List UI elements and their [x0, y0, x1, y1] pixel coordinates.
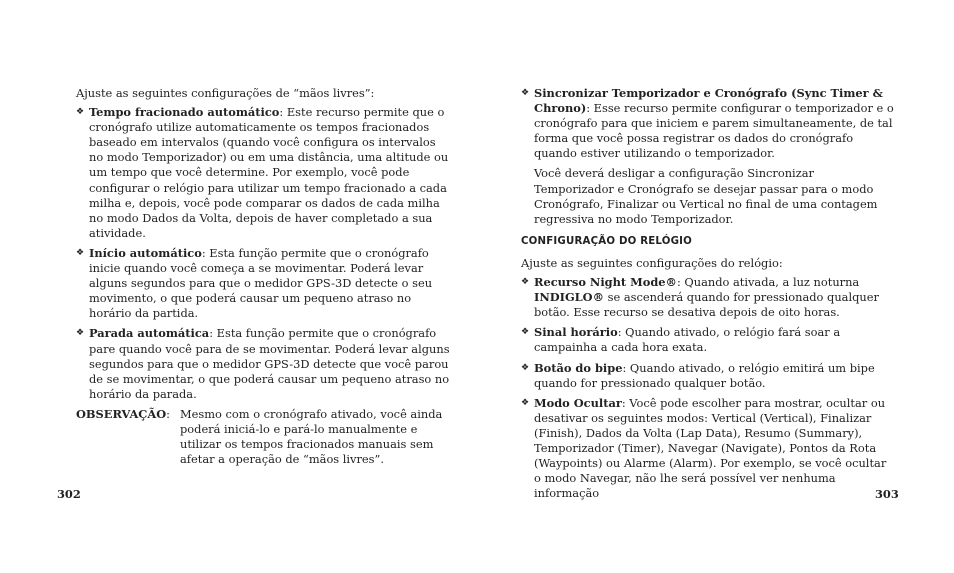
- item-text: se ascenderá quando for pressionado qualquer botão. Esse recurso se desativa depois de oito horas.: [534, 290, 879, 320]
- diamond-bullet-icon: ❖: [76, 328, 85, 339]
- page-number-right: 303: [875, 487, 899, 501]
- diamond-bullet-icon: ❖: [521, 327, 530, 338]
- item-bold-text: INDIGLO®: [534, 290, 604, 305]
- diamond-bullet-icon: ❖: [521, 277, 530, 288]
- diamond-bullet-icon: ❖: [76, 247, 85, 258]
- list-item-night-mode: [521, 275, 896, 320]
- item-text: : Quando ativada, a luz noturna: [676, 275, 860, 290]
- diamond-bullet-icon: ❖: [521, 397, 530, 408]
- item-text: : Quando ativado, o relógio emitirá um bipe quando for pressionado qualquer botão.: [534, 360, 875, 390]
- observation-note: [76, 407, 451, 467]
- sync-paragraph: Você deverá desligar a configuração Sincronizar Temporizador e Cronógrafo se desejar passar para o modo Cronógrafo, Finalizar ou Vertical no final de uma contagem regressiva no modo Temporizador.: [534, 166, 878, 226]
- list-item-sync-timer: [521, 86, 896, 161]
- list-item-sinal-horario: [521, 325, 896, 355]
- item-text: : Esta função permite que o cronógrafo inicie quando você começa a se movimentar. Poderá levar alguns segundos para que o medidor GPS-3D detecte o seu movimento, o que poderá causar um pequeno atraso no horário da partida.: [89, 245, 433, 321]
- page-number-left: 302: [57, 487, 81, 501]
- list-item-parada-automatica: [76, 326, 451, 401]
- item-title: Tempo fracionado automático: [89, 105, 280, 120]
- item-title: Modo Ocultar: [534, 395, 622, 410]
- item-text: : Esse recurso permite configurar o temporizador e o cronógrafo para que iniciem e parem simultaneamente, de tal forma que você possa registrar os dados do cronógrafo quando estiver utilizando o temporizador.: [534, 101, 894, 161]
- diamond-bullet-icon: ❖: [521, 362, 530, 373]
- list-item-botao-bipe: [521, 361, 896, 391]
- left-page-column: [76, 86, 451, 467]
- diamond-bullet-icon: ❖: [521, 88, 530, 98]
- item-text: : Você pode escolher para mostrar, ocultar ou desativar os seguintes modos: Vertical (Vertical), Finalizar (Finish), Dados da Volta (Lap Data), Resumo (Summary), Temporizador (Timer), Navegar (Navigate), Pontos da Rota (Waypoints) ou Alarme (Alarm). Por exemplo, se você ocultar o modo Navegar, não lhe será possível ver nenhuma informação: [534, 395, 887, 501]
- item-title: Botão do bipe: [534, 360, 623, 375]
- item-text: : Quando ativado, o relógio fará soar a campainha a cada hora exata.: [534, 325, 841, 355]
- right-intro: Ajuste as seguintes configurações do relógio:: [521, 255, 783, 270]
- left-intro: Ajuste as seguintes configurações de “mãos livres”:: [76, 86, 375, 100]
- item-text: : Esta função permite que o cronógrafo pare quando você para de se movimentar. Poderá levar alguns segundos para que o medidor GPS-3D detecte que você parou de se movimentar, o que poderá causar um pequeno atraso no horário da parada.: [89, 326, 450, 401]
- item-title: Recurso Night Mode®: [534, 275, 677, 290]
- item-title: Sinal horário: [534, 325, 618, 340]
- item-title: Início automático: [89, 245, 202, 260]
- note-text: Mesmo com o cronógrafo ativado, você ainda poderá iniciá-lo e pará-lo manualmente e utilizar os tempos fracionados manuais sem afetar a operação de “mãos livres”.: [180, 406, 443, 467]
- item-text: : Este recurso permite que o cronógrafo utilize automaticamente os tempos fracionados baseado em intervalos (quando você configura os intervalos no modo Temporizador) ou em uma distância, uma altitude ou um tempo que você determine. Por exemplo, você pode configurar o relógio para utilizar um tempo fracionado a cada milha e, depois, você pode comparar os dados de cada milha no modo Dados da Volta, depois de haver completado a sua atividade.: [89, 105, 449, 240]
- item-title: Parada automática: [89, 326, 210, 341]
- diamond-bullet-icon: ❖: [76, 107, 85, 118]
- note-label: OBSERVAÇÃO:: [76, 406, 170, 421]
- section-heading: CONFIGURAÇÃO DO RELÓGIO: [521, 235, 693, 247]
- right-page-column: [521, 86, 896, 506]
- list-item-tempo-fracionado: [76, 105, 451, 241]
- list-item-inicio-automatico: [76, 246, 451, 321]
- list-item-modo-ocultar: [521, 396, 896, 502]
- item-title: Sincronizar Temporizador e Cronógrafo (Sync Timer & Chrono): [534, 86, 883, 116]
